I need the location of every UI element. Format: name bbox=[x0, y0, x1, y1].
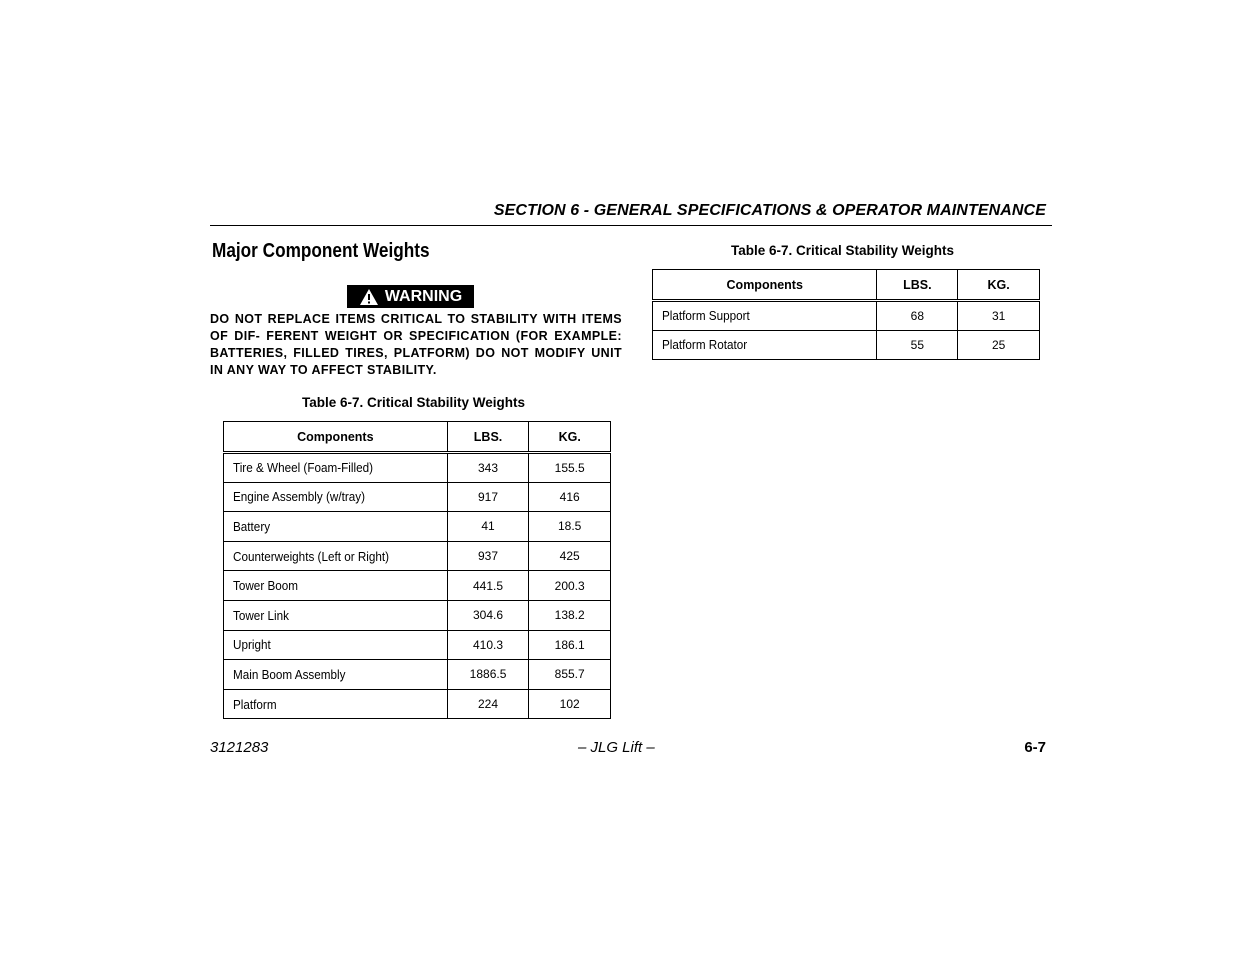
component-name-text: Platform Rotator bbox=[662, 337, 748, 353]
table-row bbox=[224, 541, 611, 571]
weight-kg: 416 bbox=[529, 482, 611, 512]
weight-lbs: 917 bbox=[447, 482, 529, 512]
warning-triangle-icon bbox=[359, 288, 379, 306]
table-row bbox=[224, 453, 611, 483]
weight-lbs: 68 bbox=[877, 301, 958, 331]
weight-kg: 18.5 bbox=[529, 512, 611, 542]
warning-badge bbox=[347, 285, 474, 308]
component-name bbox=[224, 541, 448, 571]
column-header-kg: KG. bbox=[958, 270, 1040, 301]
column-header-components: Components bbox=[653, 270, 877, 301]
component-name bbox=[224, 660, 448, 690]
critical-stability-weights-table-left bbox=[223, 421, 611, 719]
table-row bbox=[224, 482, 611, 512]
warning-text: DO NOT REPLACE ITEMS CRITICAL TO STABILITY WITH ITEMS OF DIF- FERENT WEIGHT OR SPECIFICATION (FOR EXAMPLE: BATTERIES, FILLED TIRES, PLATFORM) DO NOT MODIFY UNIT IN ANY WAY TO AFFECT STABILITY. bbox=[210, 312, 622, 377]
component-name-text: Tire & Wheel (Foam-Filled) bbox=[233, 460, 373, 476]
weight-kg: 138.2 bbox=[529, 600, 611, 630]
component-name bbox=[224, 482, 448, 512]
warning-label: WARNING bbox=[384, 287, 463, 305]
weight-lbs: 937 bbox=[447, 541, 529, 571]
weight-lbs: 1886.5 bbox=[447, 660, 529, 690]
column-header-lbs: LBS. bbox=[877, 270, 958, 301]
component-name bbox=[653, 301, 877, 331]
component-name-text: Platform bbox=[233, 696, 277, 712]
weight-lbs: 343 bbox=[447, 453, 529, 483]
footer-brand: – JLG Lift – bbox=[578, 739, 655, 756]
weight-kg: 200.3 bbox=[529, 571, 611, 601]
column-header-lbs: LBS. bbox=[447, 422, 529, 453]
weight-kg: 31 bbox=[958, 301, 1040, 331]
component-name-text: Battery bbox=[233, 518, 271, 534]
component-name bbox=[224, 600, 448, 630]
component-name-text: Main Boom Assembly bbox=[233, 666, 346, 682]
component-name-text: Counterweights (Left or Right) bbox=[233, 548, 390, 564]
component-name-text: Tower Link bbox=[233, 607, 289, 623]
table-row bbox=[224, 630, 611, 660]
component-name bbox=[653, 330, 877, 360]
table-row bbox=[653, 330, 1040, 360]
component-name-text: Engine Assembly (w/tray) bbox=[233, 489, 366, 505]
weight-kg: 102 bbox=[529, 689, 611, 719]
component-name bbox=[224, 571, 448, 601]
table-row bbox=[224, 660, 611, 690]
component-name-text: Platform Support bbox=[662, 308, 750, 324]
component-name-text: Tower Boom bbox=[233, 578, 299, 594]
page-heading: Major Component Weights bbox=[212, 240, 430, 262]
weight-lbs: 441.5 bbox=[447, 571, 529, 601]
table-row bbox=[224, 600, 611, 630]
weight-lbs: 55 bbox=[877, 330, 958, 360]
column-header-components: Components bbox=[224, 422, 448, 453]
component-name-text: Upright bbox=[233, 637, 271, 653]
weight-kg: 425 bbox=[529, 541, 611, 571]
component-name bbox=[224, 630, 448, 660]
table-row bbox=[224, 689, 611, 719]
header-rule bbox=[210, 225, 1052, 226]
weight-lbs: 224 bbox=[447, 689, 529, 719]
document-number: 3121283 bbox=[210, 739, 269, 756]
weight-lbs: 41 bbox=[447, 512, 529, 542]
table-caption-left: Table 6-7. Critical Stability Weights bbox=[302, 395, 526, 410]
weight-kg: 25 bbox=[958, 330, 1040, 360]
column-header-kg: KG. bbox=[529, 422, 611, 453]
weight-lbs: 410.3 bbox=[447, 630, 529, 660]
table-row bbox=[224, 512, 611, 542]
section-title: SECTION 6 - GENERAL SPECIFICATIONS & OPERATOR MAINTENANCE bbox=[493, 202, 1046, 219]
weight-kg: 186.1 bbox=[529, 630, 611, 660]
component-name bbox=[224, 689, 448, 719]
weight-kg: 855.7 bbox=[529, 660, 611, 690]
component-name bbox=[224, 512, 448, 542]
page-number: 6-7 bbox=[1024, 739, 1046, 756]
critical-stability-weights-table-right bbox=[652, 269, 1040, 360]
weight-lbs: 304.6 bbox=[447, 600, 529, 630]
table-caption-right: Table 6-7. Critical Stability Weights bbox=[731, 243, 955, 258]
weight-kg: 155.5 bbox=[529, 453, 611, 483]
table-row bbox=[653, 301, 1040, 331]
component-name bbox=[224, 453, 448, 483]
table-row bbox=[224, 571, 611, 601]
